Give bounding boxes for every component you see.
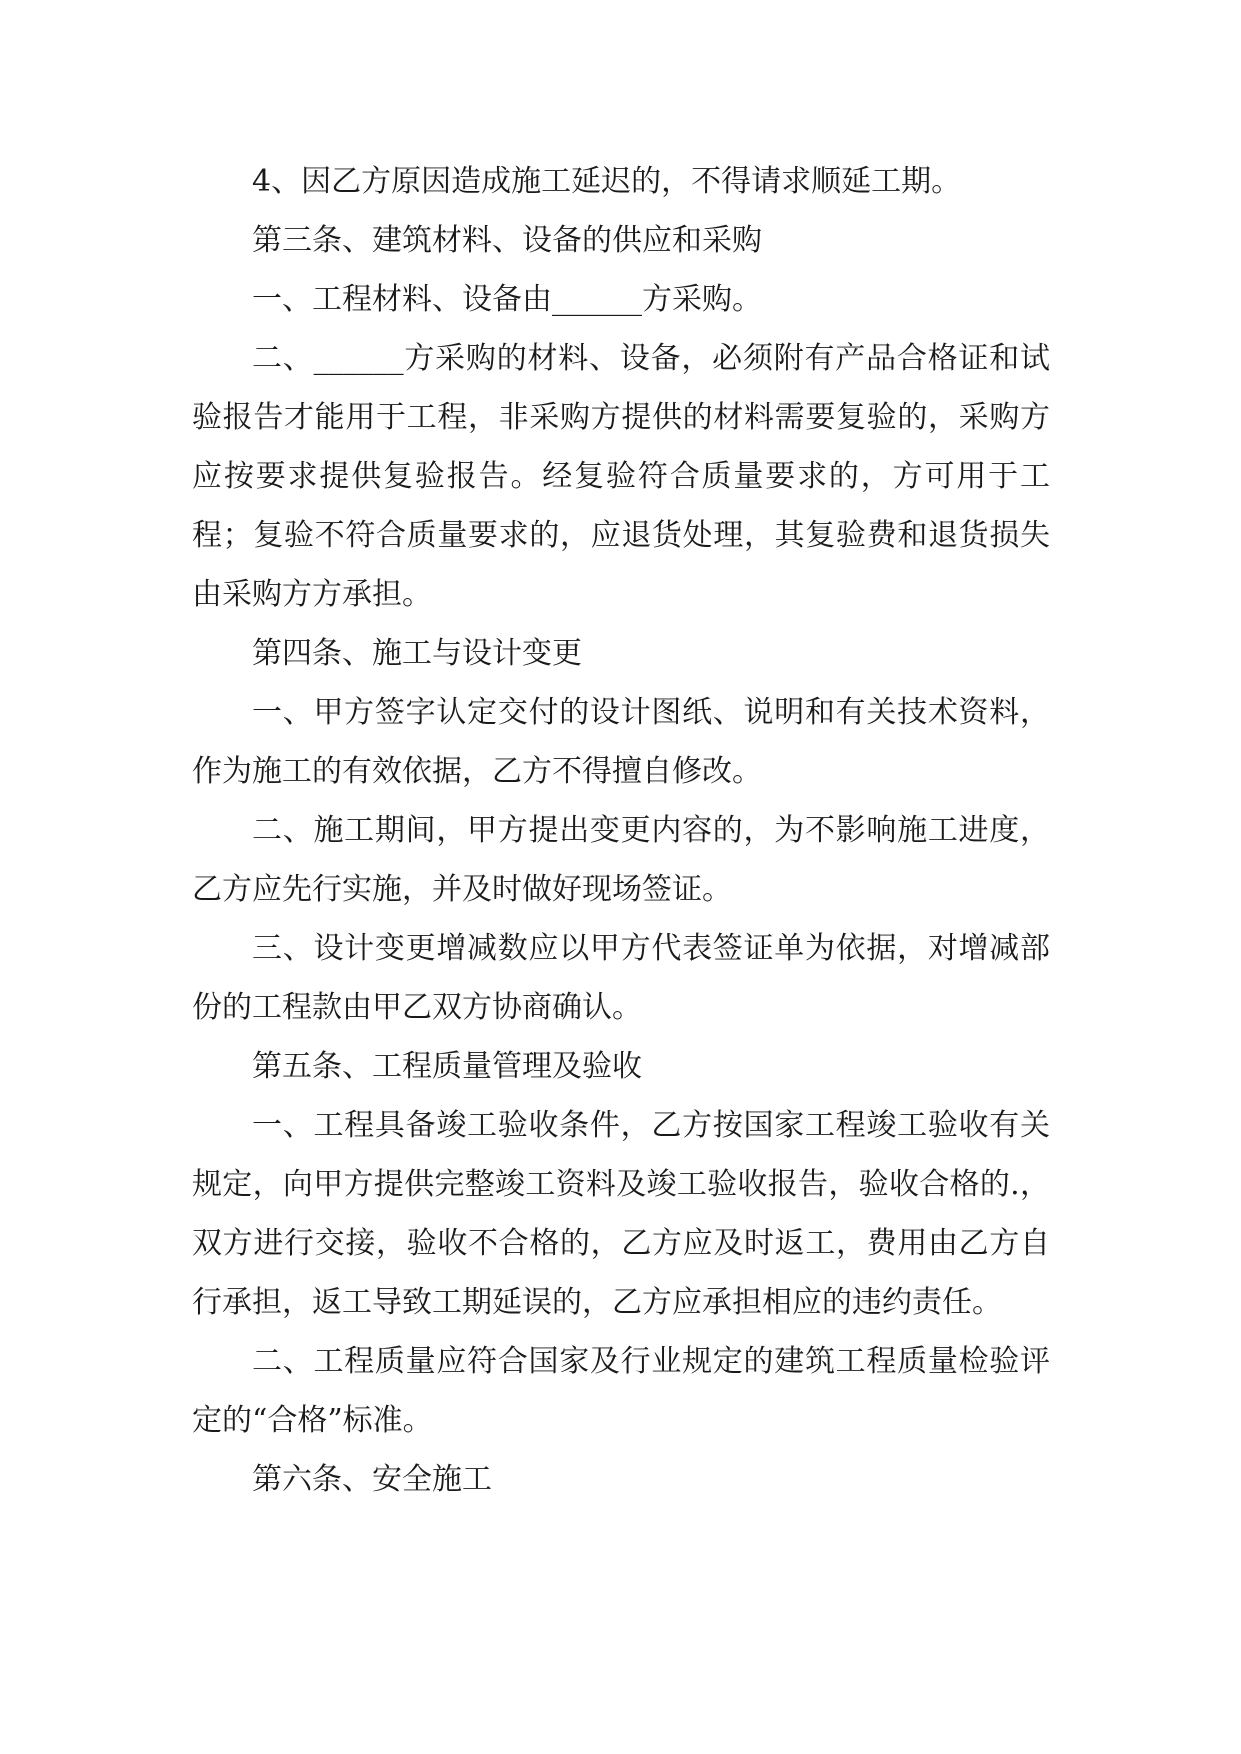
section-heading-article-3: 第三条、建筑材料、设备的供应和采购 <box>252 223 762 258</box>
section-heading-article-6: 第六条、安全施工 <box>252 1462 492 1497</box>
paragraph-change-cost: 三、设计变更增减数应以甲方代表签证单为依据，对增减部份的工程款由甲乙双方协商确认。 <box>192 931 1050 1025</box>
paragraph-delay-clause: 4、因乙方原因造成施工延迟的，不得请求顺延工期。 <box>252 164 962 199</box>
paragraph-materials-purchaser: 一、工程材料、设备由______方采购。 <box>252 282 762 317</box>
paragraph-acceptance: 一、工程具备竣工验收条件，乙方按国家工程竣工验收有关规定，向甲方提供完整竣工资料及竣工验收报告，验收合格的.，双方进行交接，验收不合格的，乙方应及时返工，费用由乙方自行承担，返工导致工期延误的，乙方应承担相应的违约责任。 <box>192 1108 1050 1320</box>
document-body <box>192 152 1050 1509</box>
paragraph-quality-standard: 二、工程质量应符合国家及行业规定的建筑工程质量检验评定的“合格”标准。 <box>192 1344 1050 1438</box>
paragraph-design-documents: 一、甲方签字认定交付的设计图纸、说明和有关技术资料，作为施工的有效依据，乙方不得擅自修改。 <box>192 695 1050 789</box>
section-heading-article-5: 第五条、工程质量管理及验收 <box>252 1049 642 1084</box>
section-heading-article-4: 第四条、施工与设计变更 <box>252 636 582 671</box>
paragraph-change-during-construction: 二、施工期间，甲方提出变更内容的，为不影响施工进度，乙方应先行实施，并及时做好现场签证。 <box>192 813 1050 907</box>
paragraph-materials-certificates: 二、______方采购的材料、设备，必须附有产品合格证和试验报告才能用于工程，非采购方提供的材料需要复验的，采购方应按要求提供复验报告。经复验符合质量要求的，方可用于工程；复验不符合质量要求的，应退货处理，其复验费和退货损失由采购方方承担。 <box>192 341 1050 612</box>
